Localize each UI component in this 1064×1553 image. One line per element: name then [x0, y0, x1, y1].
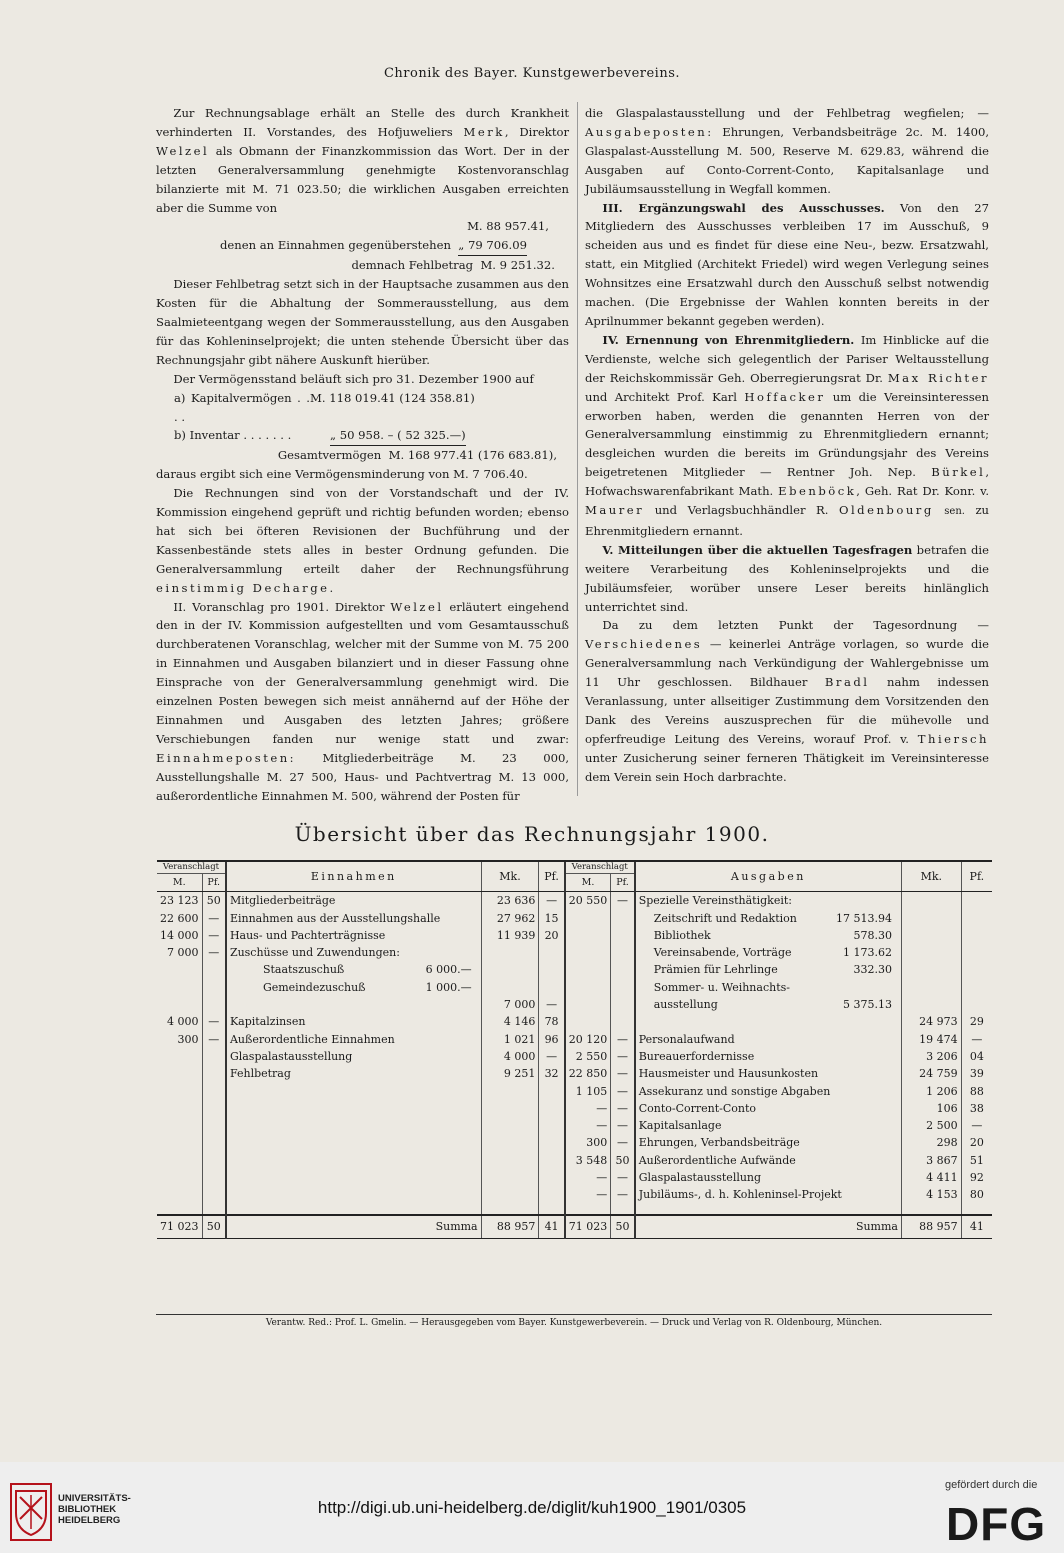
income-item-label: Haus- und Pachterträgnisse [229, 928, 386, 942]
expenses-label [635, 1117, 902, 1134]
empty-cell [481, 1083, 539, 1100]
income-estimate-m [157, 979, 202, 996]
header-veranschlagt-right: Veranschlagt [565, 861, 635, 874]
asset-b: b) Inventar . . . . . . . „ 50 958. – ( 52 325.—) [156, 426, 569, 446]
table-row [157, 1169, 992, 1186]
expense-estimate-m [565, 944, 611, 961]
expense-mk [901, 996, 961, 1013]
expenses-sub-amount: 1 173.62 [843, 946, 892, 960]
empty-cell [226, 1134, 481, 1151]
spacer-cell [202, 1204, 226, 1215]
income-pf [539, 961, 565, 978]
empty-cell [481, 1169, 539, 1186]
empty-cell [539, 1117, 565, 1134]
income-estimate-m: 23 123 [160, 894, 199, 908]
table-row [157, 1031, 992, 1048]
expense-mk: 1 206 [901, 1083, 961, 1100]
table-spacer [157, 1204, 992, 1215]
expenses-label [635, 1169, 902, 1186]
expense-estimate-pf: — [611, 1083, 635, 1100]
expense-pf: 39 [961, 1065, 992, 1082]
expenses-label [635, 979, 902, 996]
expense-estimate-m: 22 850 [565, 1065, 611, 1082]
spacer-cell [901, 1204, 961, 1215]
income-estimate-pf: — [202, 1013, 226, 1030]
expense-pf [961, 979, 992, 996]
expenses-label [635, 944, 902, 961]
expense-estimate-m: 2 550 [565, 1048, 611, 1065]
table-row [157, 979, 992, 996]
income-label [226, 1031, 481, 1048]
empty-cell [481, 1100, 539, 1117]
table-row [157, 1100, 992, 1117]
income-pf: — [539, 1048, 565, 1065]
header-pf-right: Pf. [961, 861, 992, 892]
expense-estimate-m: — [565, 1186, 611, 1203]
table-row [157, 1152, 992, 1169]
expense-pf: 04 [961, 1048, 992, 1065]
left-column [156, 104, 569, 806]
empty-cell [226, 1152, 481, 1169]
expense-estimate-m: — [565, 1100, 611, 1117]
income-sub-amount: 6 000.— [425, 963, 472, 977]
expense-mk: 19 474 [901, 1031, 961, 1048]
expense-pf: 38 [961, 1100, 992, 1117]
income-pf [539, 979, 565, 996]
paragraph-audit: Die Rechnungen sind von der Vorstandschaft und der IV. Kommission eingehend geprüft und richtig befunden worden; ebenso hat sich bei öfteren Revisionen der Buchführung und der Kassenbestände stets alles in bester Ordnung gefunden. Die Generalversammlung erteilt daher der Rechnungsführung einstimmig Decharge. [156, 486, 569, 595]
header-pf-left: Pf. [539, 861, 565, 892]
column-divider [577, 102, 578, 796]
income-label [226, 1013, 481, 1030]
expenses-item-label: Assekuranz und sonstige Abgaben [638, 1084, 831, 1098]
sum-mk-left: 88 957 [481, 1215, 539, 1239]
asset-a: a) Kapitalvermögen . . . . M. 118 019.41 (124 358.81) [174, 390, 475, 424]
income-pf: 20 [539, 927, 565, 944]
income-item-label: Glaspalastausstellung [229, 1049, 353, 1063]
expenses-item-label: Spezielle Vereinsthätigkeit: [638, 894, 792, 908]
income-label [226, 979, 481, 996]
income-item-label: Zuschüsse und Zuwendungen: [229, 946, 400, 960]
income-label [226, 1048, 481, 1065]
spacer-cell [611, 1204, 635, 1215]
expense-mk [901, 961, 961, 978]
spacer-cell [157, 1204, 202, 1215]
expense-estimate-m: — [565, 1169, 611, 1186]
expenses-item-label: Zeitschrift und Redaktion [653, 911, 797, 925]
income-mk: 27 962 [481, 910, 539, 927]
income-label [226, 996, 481, 1013]
income-estimate-m [157, 1048, 202, 1065]
expenses-item-label: Bibliothek [653, 928, 711, 942]
income-mk: 9 251 [481, 1065, 539, 1082]
sum-label-right: Summa [635, 1215, 902, 1239]
table-row [157, 961, 992, 978]
empty-cell [481, 1117, 539, 1134]
income-estimate-pf [202, 996, 226, 1013]
expenses-item-label: Personalaufwand [638, 1032, 735, 1046]
calc-line-2: denen an Einnahmen gegenüberstehen „ 79 706.09 [156, 236, 569, 256]
empty-cell [157, 1083, 202, 1100]
income-pf: 32 [539, 1065, 565, 1082]
expense-pf [961, 944, 992, 961]
expenses-item-label: Ehrungen, Verbandsbeiträge [638, 1136, 800, 1150]
expenses-item-label: Hausmeister und Hausunkosten [638, 1067, 819, 1081]
expense-mk [901, 944, 961, 961]
expense-estimate-pf: — [611, 1100, 635, 1117]
expenses-sub-amount: 5 375.13 [843, 998, 892, 1012]
empty-cell [202, 1152, 226, 1169]
income-label [226, 927, 481, 944]
sum-estimate-m-left: 71 023 [157, 1215, 202, 1239]
header-veranschlagt-left: Veranschlagt [157, 861, 226, 874]
accounts-table [157, 860, 992, 1239]
empty-cell [202, 1100, 226, 1117]
expenses-item-label: Conto-Corrent-Conto [638, 1101, 757, 1115]
expense-mk [901, 910, 961, 927]
income-mk: 7 000 [481, 996, 539, 1013]
empty-cell [157, 1169, 202, 1186]
income-sub-amount: 1 000.— [425, 980, 472, 994]
income-estimate-pf: — [202, 1031, 226, 1048]
calc-line-3: demnach Fehlbetrag M. 9 251.32. [351, 258, 555, 273]
income-estimate-m: 22 600 [160, 911, 199, 925]
expenses-item-label: Sommer- u. Weihnachts- [653, 980, 790, 994]
sum-estimate-m-right: 71 023 [565, 1215, 611, 1239]
expenses-label [635, 1083, 902, 1100]
expense-pf: 51 [961, 1152, 992, 1169]
income-item-label: Außerordentliche Einnahmen [229, 1032, 395, 1046]
income-pf: — [539, 892, 565, 910]
income-estimate-pf [202, 1048, 226, 1065]
expense-estimate-m: 20 550 [565, 892, 611, 910]
funded-by-caption: gefördert durch die [945, 1479, 1038, 1491]
expense-pf: 20 [961, 1134, 992, 1151]
expenses-item-label: ausstellung [653, 998, 718, 1012]
expenses-label [635, 910, 902, 927]
expense-estimate-m [565, 979, 611, 996]
expenses-label [635, 892, 902, 910]
header-pf-small-left: Pf. [202, 874, 226, 892]
expense-mk [901, 927, 961, 944]
section-2: II. Voranschlag pro 1901. Direktor Welzel erläutert eingehend den in der IV. Kommission aufgestellten und vom Gesamtausschuß durchberatenen Voranschlag, welcher mit der Summe von M. 75 200 in Einnahmen und Ausgaben bilanziert und in dieser Fassung ohne Einsprache von der Generalversammlung genehmigt wird. Die einzelnen Posten bewegen sich meist annähernd auf der Höhe der Einnahmen und Ausgaben des letzten Jahres; größere Verschiebungen fanden nur wenige statt und zwar: Einnahmeposten: Mitgliederbeiträge M. 23 000, Ausstellungshalle M. 27 500, Haus- und Pachtvertrag M. 13 000, außerordentliche Einnahmen M. 500, während der Posten für [156, 599, 570, 803]
empty-cell [202, 1186, 226, 1203]
table-row [157, 892, 992, 910]
income-label [226, 910, 481, 927]
expense-estimate-pf: — [611, 1048, 635, 1065]
income-estimate-m: 7 000 [167, 946, 199, 960]
income-mk [481, 979, 539, 996]
expense-estimate-m: 20 120 [565, 1031, 611, 1048]
income-item-label: Kapitalzinsen [229, 1015, 306, 1029]
paragraph-assets: Der Vermögensstand beläuft sich pro 31. Dezember 1900 auf [173, 371, 534, 386]
expense-estimate-pf: — [611, 892, 635, 910]
expenses-item-label: Kapitalsanlage [638, 1119, 722, 1133]
header-mk-left: Mk. [481, 861, 539, 892]
expenses-label [635, 1152, 902, 1169]
expense-pf [961, 961, 992, 978]
sum-pf-left: 41 [539, 1215, 565, 1239]
section-3: III. Ergänzungswahl des Ausschusses. Von den 27 Mitgliedern des Ausschusses verbleiben 17 im Ausschuß, 9 scheiden aus und es findet für diese eine Neu-, bezw. Ersatzwahl, statt, ein Mitglied (Architekt Friedel) wird wegen Verlegung seines Wohnsitzes eine Ersatzwahl durch den Ausschuß selbst notwendig machen. (Die Ergebnisse der Wahlen konnten bereits in der Aprilnummer bekannt gegeben werden). [585, 200, 989, 328]
income-label [226, 892, 481, 910]
expense-mk: 24 973 [901, 1013, 961, 1030]
sum-label-left: Summa [226, 1215, 481, 1239]
empty-cell [481, 1134, 539, 1151]
expense-estimate-pf [611, 1013, 635, 1030]
section-5: V. Mitteilungen über die aktuellen Tagesfragen betrafen die weitere Verarbeitung des Kohleninselprojekts und die Jubiläumsfeier, worüber unsere Leser bereits hinlänglich unterrichtet sind. [585, 542, 989, 614]
empty-cell [157, 1152, 202, 1169]
empty-cell [226, 1100, 481, 1117]
expenses-sub-amount: 578.30 [853, 928, 892, 942]
sum-mk-right: 88 957 [901, 1215, 961, 1239]
expense-pf: 80 [961, 1186, 992, 1203]
income-item-label: Gemeindezuschuß [262, 980, 366, 994]
expenses-item-label: Außerordentliche Aufwände [638, 1153, 796, 1167]
expense-estimate-m [565, 996, 611, 1013]
income-pf [539, 944, 565, 961]
expense-pf: 29 [961, 1013, 992, 1030]
table-row [157, 927, 992, 944]
income-item-label: Einnahmen aus der Ausstellungshalle [229, 911, 441, 925]
empty-cell [157, 1186, 202, 1203]
header-mk-right: Mk. [901, 861, 961, 892]
expense-estimate-m [565, 1013, 611, 1030]
expenses-sub-amount: 17 513.94 [836, 911, 892, 925]
expenses-label [635, 1065, 902, 1082]
table-row [157, 1134, 992, 1151]
income-estimate-pf [202, 979, 226, 996]
imprint: Verantw. Red.: Prof. L. Gmelin. — Herausgegeben vom Bayer. Kunstgewerbeverein. — Druck und Verlag von R. Oldenbourg, München. [156, 1314, 992, 1328]
expense-estimate-pf: — [611, 1065, 635, 1082]
running-head: Chronik des Bayer. Kunstgewerbevereins. [383, 66, 681, 81]
expense-mk: 24 759 [901, 1065, 961, 1082]
expense-mk: 4 153 [901, 1186, 961, 1203]
expense-mk [901, 979, 961, 996]
table-row [157, 1117, 992, 1134]
sum-estimate-pf-right: 50 [611, 1215, 635, 1239]
income-mk [481, 961, 539, 978]
expense-pf [961, 910, 992, 927]
expense-mk: 4 411 [901, 1169, 961, 1186]
empty-cell [226, 1117, 481, 1134]
expenses-item-label: Bureauerfordernisse [638, 1049, 755, 1063]
income-label [226, 961, 481, 978]
header-pf-small-right: Pf. [611, 874, 635, 892]
expense-estimate-m [565, 927, 611, 944]
expense-mk [901, 892, 961, 910]
income-mk: 1 021 [481, 1031, 539, 1048]
income-estimate-m [157, 961, 202, 978]
expenses-label [635, 927, 902, 944]
expense-estimate-pf [611, 944, 635, 961]
expense-estimate-pf [611, 961, 635, 978]
table-row [157, 910, 992, 927]
income-estimate-m: 300 [177, 1032, 199, 1046]
empty-cell [202, 1083, 226, 1100]
paragraph-reduction: daraus ergibt sich eine Vermögensminderung von M. 7 706.40. [156, 467, 528, 482]
expense-pf: 88 [961, 1083, 992, 1100]
spacer-cell [635, 1204, 902, 1215]
income-estimate-m [157, 996, 202, 1013]
empty-cell [202, 1134, 226, 1151]
income-pf: 15 [539, 910, 565, 927]
table-row [157, 1048, 992, 1065]
expense-pf [961, 927, 992, 944]
asset-total: Gesamtvermögen M. 168 977.41 (176 683.81), [277, 448, 557, 463]
expense-mk: 2 500 [901, 1117, 961, 1134]
empty-cell [157, 1134, 202, 1151]
empty-cell [539, 1134, 565, 1151]
spacer-cell [481, 1204, 539, 1215]
paragraph-expenses: die Glaspalastausstellung und der Fehlbetrag wegfielen; — Ausgabeposten: Ehrungen, Verbandsbeiträge 2c. M. 1400, Glaspalast-Ausstellung M. 500, Reserve M. 629.83, während die Ausgaben auf Conto-Corrent-Conto, Kapitalsanlage und Jubiläumsausstellung in Wegfall kommen. [585, 106, 990, 196]
table-header-row-1 [157, 861, 992, 874]
expense-mk: 298 [901, 1134, 961, 1151]
empty-cell [539, 1083, 565, 1100]
income-pf: 78 [539, 1013, 565, 1030]
income-mk: 23 636 [481, 892, 539, 910]
expense-pf: — [961, 1031, 992, 1048]
income-mk: 4 146 [481, 1013, 539, 1030]
expense-estimate-pf: — [611, 1186, 635, 1203]
sum-pf-right: 41 [961, 1215, 992, 1239]
spacer-cell [961, 1204, 992, 1215]
expense-pf [961, 892, 992, 910]
empty-cell [539, 1186, 565, 1203]
header-m-left: M. [157, 874, 202, 892]
table-title: Übersicht über das Rechnungsjahr 1900. [294, 822, 770, 846]
empty-cell [539, 1152, 565, 1169]
expense-estimate-m: 1 105 [565, 1083, 611, 1100]
paragraph-closing: Da zu dem letzten Punkt der Tagesordnung — Verschiedenes — keinerlei Anträge vorlagen, so wurde die Generalversammlung nach Verkündigung der Wahlergebnisse um 11 Uhr geschlossen. Bildhauer Bradl nahm indessen Veranlassung, unter allseitiger Zustimmung dem Vorsitzenden den Dank des Vereins auszusprechen für die mühevolle und opferfreudige Leitung des Vereins, worauf Prof. v. Thiersch unter Zusicherung seiner ferneren Thätigkeit im Vereinsinteresse dem Verein sein Hoch darbrachte. [585, 618, 990, 784]
expense-estimate-pf [611, 927, 635, 944]
empty-cell [481, 1186, 539, 1203]
spacer-cell [565, 1204, 611, 1215]
expenses-sub-amount: 332.30 [853, 963, 892, 977]
empty-cell [481, 1152, 539, 1169]
permalink-url[interactable]: http://digi.ub.uni-heidelberg.de/diglit/kuh1900_1901/0305 [317, 1498, 747, 1517]
expenses-label [635, 961, 902, 978]
expense-estimate-pf: — [611, 1031, 635, 1048]
expense-mk: 3 206 [901, 1048, 961, 1065]
expenses-label [635, 1100, 902, 1117]
income-estimate-m: 14 000 [160, 928, 199, 942]
expense-estimate-pf: 50 [611, 1152, 635, 1169]
income-estimate-pf: — [202, 944, 226, 961]
expenses-item-label: Prämien für Lehrlinge [653, 963, 778, 977]
empty-cell [226, 1083, 481, 1100]
income-label [226, 944, 481, 961]
expense-estimate-pf: — [611, 1134, 635, 1151]
income-label [226, 1065, 481, 1082]
header-ausgaben: Ausgaben [635, 861, 902, 892]
spacer-cell [226, 1204, 481, 1215]
expenses-item-label: Glaspalastausstellung [638, 1171, 762, 1185]
empty-cell [202, 1117, 226, 1134]
dfg-logo: DFG [946, 1498, 1047, 1550]
expenses-item-label: Jubiläums-, d. h. Kohleninsel-Projekt [638, 1188, 842, 1202]
income-estimate-m: 4 000 [167, 1015, 199, 1029]
library-line-3: HEIDELBERG [58, 1515, 121, 1526]
paragraph-deficit: Dieser Fehlbetrag setzt sich in der Hauptsache zusammen aus den Kosten für die Abhaltung der Sommerausstellung, aus dem Saalmieteentgang wegen der Sommerausstellung, aus den Ausgaben für das Kohleninselprojekt; die unten stehende Übersicht über das Rechnungsjahr gibt nähere Auskunft hierüber. [156, 277, 569, 367]
expenses-label [635, 1048, 902, 1065]
income-pf: 96 [539, 1031, 565, 1048]
section-4: IV. Ernennung von Ehrenmitgliedern. Im Hinblicke auf die Verdienste, welche sich gelegentlich der Pariser Weltausstellung der Reichskommissär Geh. Oberregierungsrat Dr. Max Richter und Architekt Prof. Karl Hoffacker um die Vereinsinteressen erworben haben, werden die genannten Herren von der Generalversammlung einstimmig zu Ehrenmitgliedern ernannt; desgleichen wurden die bereits im Gründungsjahr des Vereins beigetretenen Mitglieder — Rentner Joh. Nep. Bürkel, Hofwachswarenfabrikant Math. Ebenböck, Geh. Rat Dr. Konr. v. Maurer und Verlagsbuchhändler R. Oldenbourg sen. zu Ehrenmitgliedern ernannt. [585, 332, 990, 538]
library-line-1: UNIVERSITÄTS- [58, 1493, 131, 1504]
expenses-label [635, 1013, 902, 1030]
sum-estimate-pf-left: 50 [202, 1215, 226, 1239]
table-row [157, 1186, 992, 1203]
expense-estimate-m [565, 961, 611, 978]
income-pf: — [539, 996, 565, 1013]
expense-mk: 3 867 [901, 1152, 961, 1169]
income-estimate-pf [202, 961, 226, 978]
expense-estimate-pf: — [611, 1117, 635, 1134]
income-estimate-pf [202, 1065, 226, 1082]
expenses-item-label: Vereinsabende, Vorträge [653, 946, 792, 960]
income-item-label: Fehlbetrag [229, 1067, 291, 1081]
expense-pf: 92 [961, 1169, 992, 1186]
income-mk: 11 939 [481, 927, 539, 944]
table-row [157, 1013, 992, 1030]
expenses-label [635, 996, 902, 1013]
right-column [585, 104, 989, 787]
expense-pf [961, 996, 992, 1013]
empty-cell [539, 1100, 565, 1117]
empty-cell [157, 1100, 202, 1117]
paragraph-intro: Zur Rechnungsablage erhält an Stelle des durch Krankheit verhinderten II. Vorstandes, des Hofjuweliers Merk, Direktor Welzel als Obmann der Finanzkommission das Wort. Der in der letzten Generalversammlung genehmigte Kostenvoranschlag bilanzierte mit M. 71 023.50; die wirklichen Ausgaben erreichten aber die Summe von [156, 106, 570, 215]
empty-cell [539, 1169, 565, 1186]
table-row [157, 1065, 992, 1082]
income-item-label: Mitgliederbeiträge [229, 894, 336, 908]
empty-cell [226, 1169, 481, 1186]
expense-estimate-pf [611, 996, 635, 1013]
empty-cell [202, 1169, 226, 1186]
library-line-2: BIBLIOTHEK [58, 1504, 117, 1515]
income-mk: 4 000 [481, 1048, 539, 1065]
expense-estimate-pf [611, 910, 635, 927]
empty-cell [157, 1117, 202, 1134]
table-row [157, 1083, 992, 1100]
expenses-label [635, 1031, 902, 1048]
expense-pf: — [961, 1117, 992, 1134]
expenses-label [635, 1186, 902, 1203]
expense-estimate-m [565, 910, 611, 927]
income-item-label: Staatszuschuß [262, 963, 345, 977]
income-mk [481, 944, 539, 961]
expense-estimate-m: 3 548 [565, 1152, 611, 1169]
expense-mk: 106 [901, 1100, 961, 1117]
header-einnahmen: Einnahmen [226, 861, 481, 892]
income-estimate-pf: 50 [202, 892, 226, 910]
table-row [157, 944, 992, 961]
header-m-right: M. [565, 874, 611, 892]
expense-estimate-m: 300 [565, 1134, 611, 1151]
expenses-label [635, 1134, 902, 1151]
expense-estimate-pf [611, 979, 635, 996]
expense-estimate-m: — [565, 1117, 611, 1134]
table-row [157, 996, 992, 1013]
income-estimate-m [157, 1065, 202, 1082]
calc-line-1: M. 88 957.41, [467, 219, 549, 234]
empty-cell [226, 1186, 481, 1203]
income-estimate-pf: — [202, 910, 226, 927]
spacer-cell [539, 1204, 565, 1215]
sum-row [157, 1215, 992, 1239]
expense-estimate-pf: — [611, 1169, 635, 1186]
income-estimate-pf: — [202, 927, 226, 944]
